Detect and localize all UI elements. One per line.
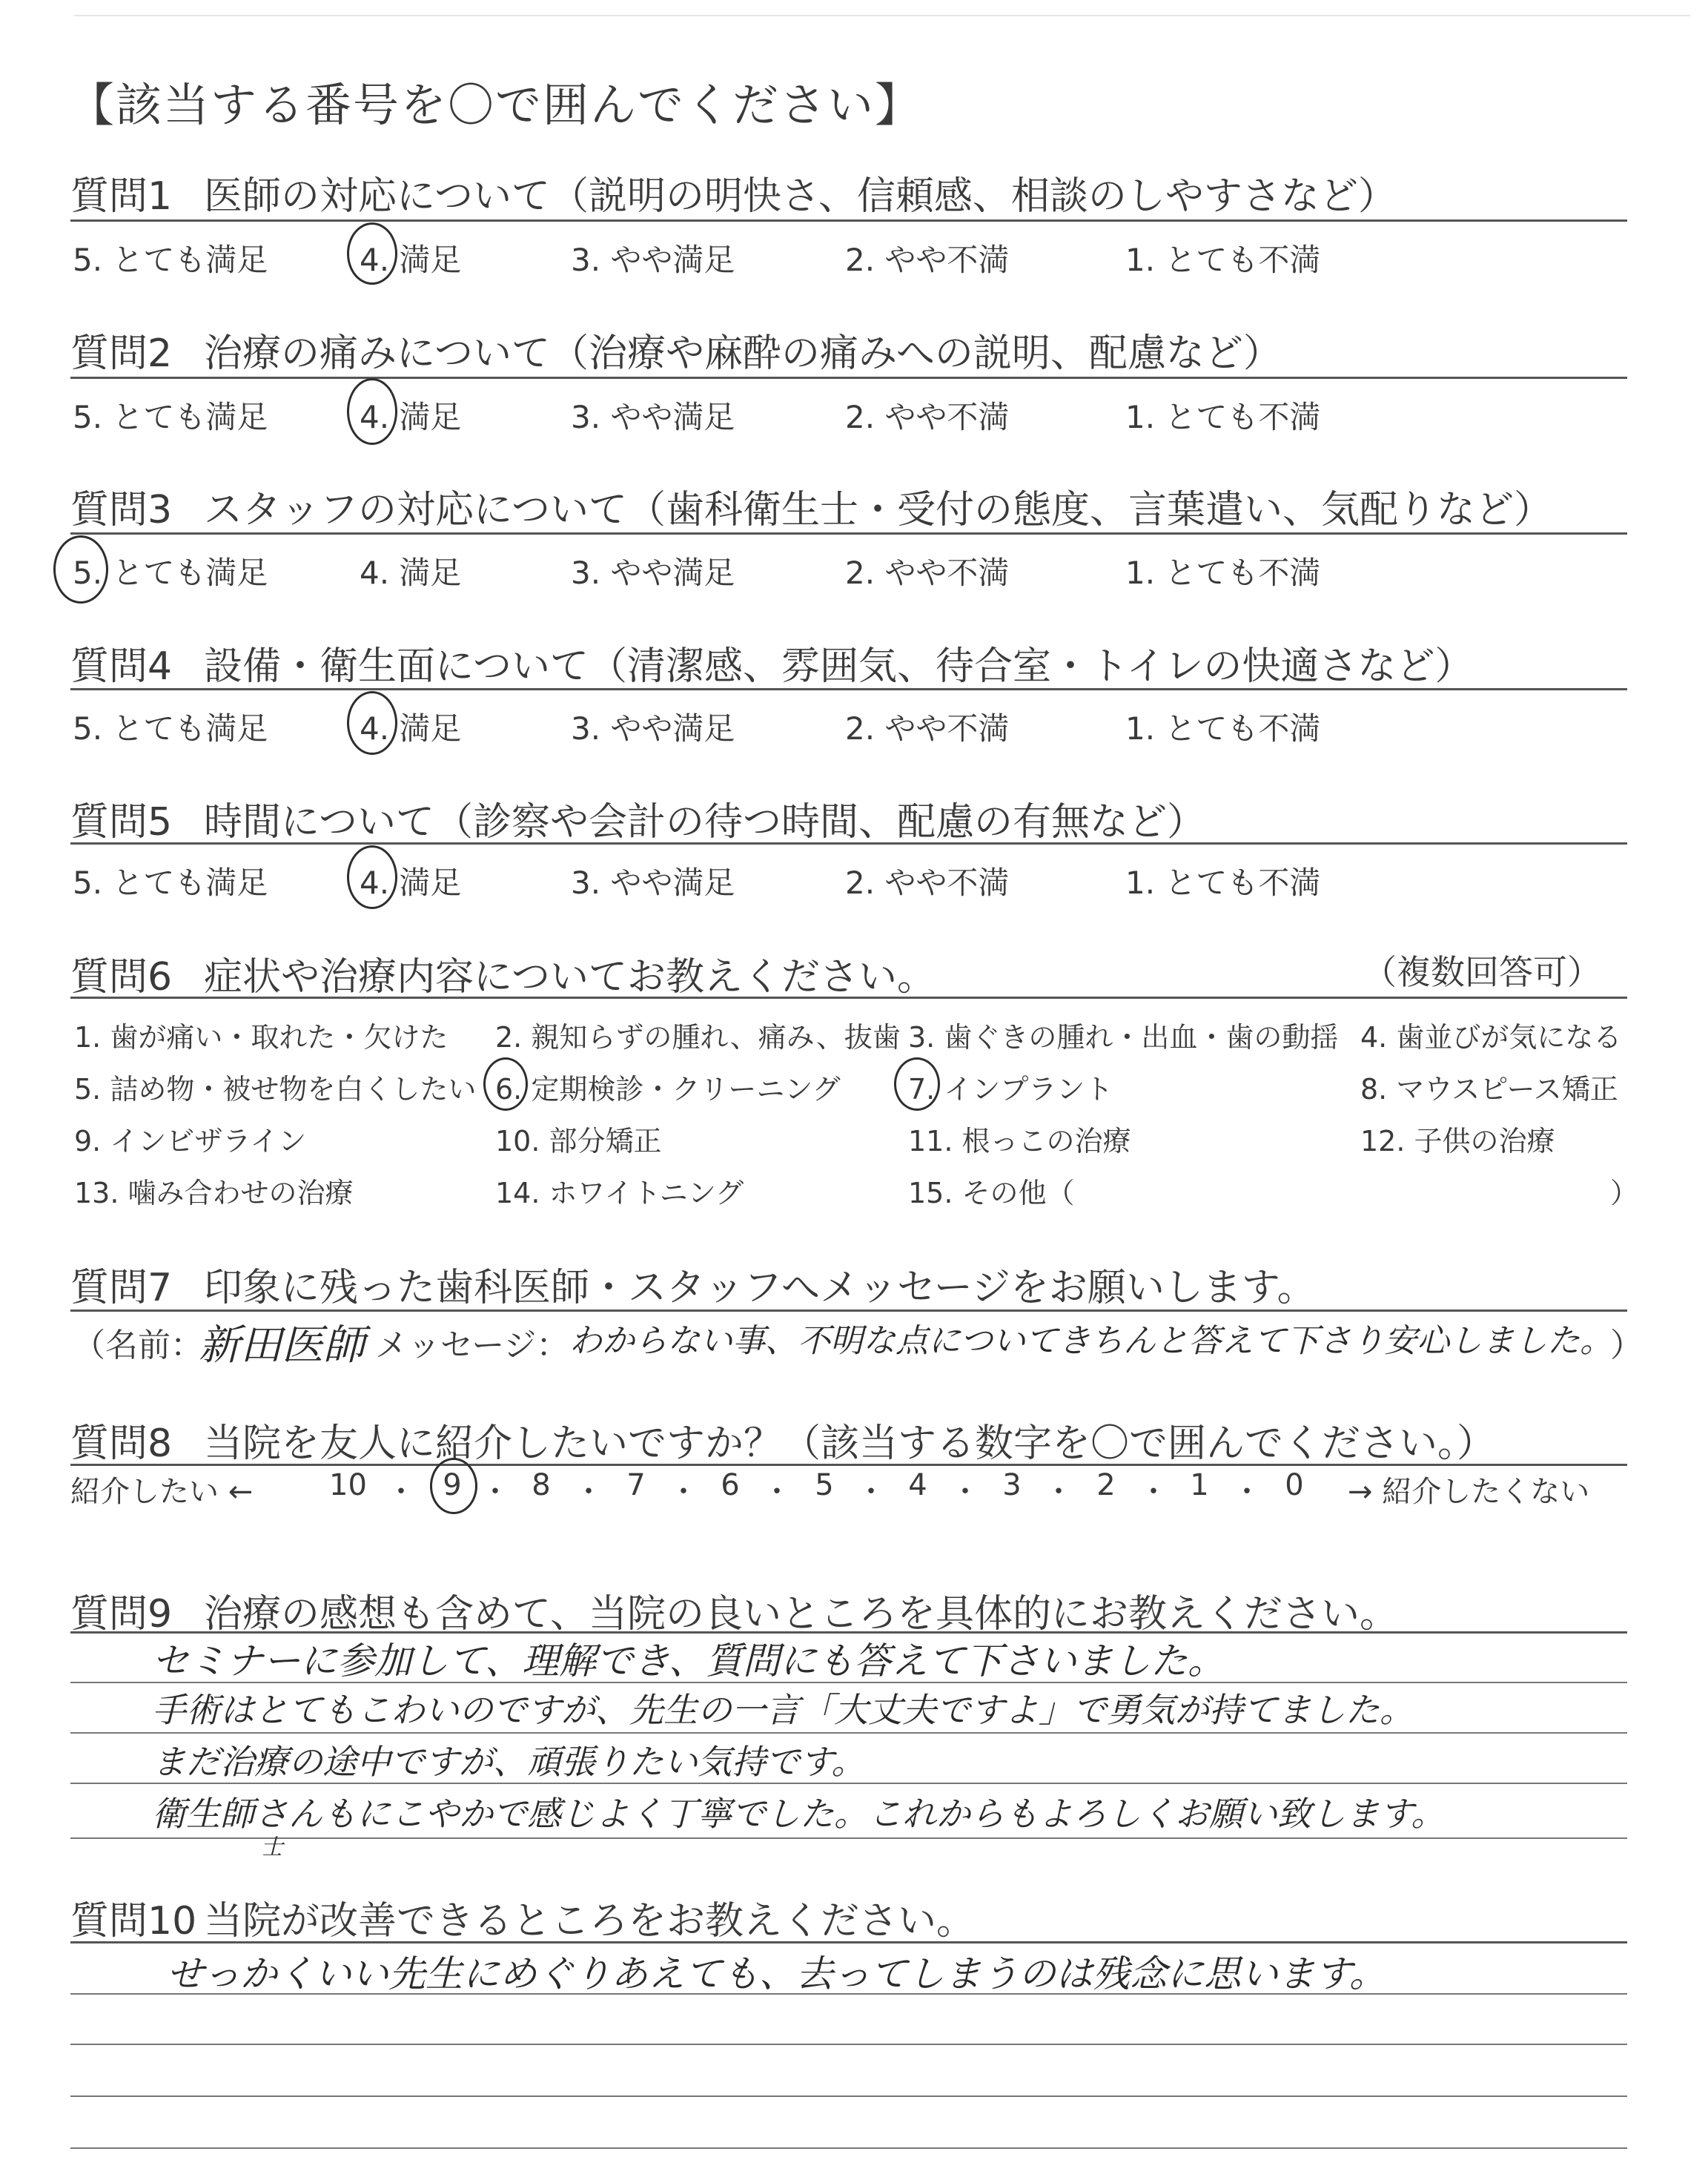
q8-left-label: 紹介したい ← (70, 1475, 254, 1509)
question-5-text: 時間について（診察や会計の待つ時間、配慮の有無など） (204, 800, 1205, 845)
q6-selection-circle-6 (483, 1057, 528, 1111)
q2-option-3[interactable]: 3. やや満足 (571, 399, 735, 435)
question-1-number: 質問1 (70, 174, 173, 219)
q6-item-9[interactable]: 9. インビザライン (74, 1125, 307, 1157)
question-10-header (70, 1889, 975, 1945)
question-6-rule (70, 997, 1627, 999)
q6-item-12[interactable]: 12. 子供の治療 (1360, 1125, 1555, 1157)
question-4-number: 質問4 (70, 644, 173, 689)
question-10-text: 当院が改善できるところをお教えください。 (204, 1899, 976, 1943)
q8-dot: ・ (574, 1475, 603, 1509)
question-9-text: 治療の感想も含めて、当院の良いところを具体的にお教えください。 (204, 1592, 1398, 1636)
q10-answer-line (70, 2147, 1627, 2149)
q8-dot: ・ (762, 1475, 792, 1509)
question-5-number: 質問5 (70, 800, 173, 845)
question-1-header (70, 165, 1397, 220)
q10-answer-1[interactable]: せっかくいい先生にめぐりあえても、去ってしまうのは残念に思います。 (167, 1952, 1386, 1995)
q9-insertion-mark: 士 (261, 1834, 283, 1860)
q2-selection-circle (347, 378, 397, 445)
question-9-number: 質問9 (70, 1592, 173, 1636)
q6-item-6[interactable]: 6. 定期検診・クリーニング (495, 1073, 841, 1106)
q9-answer-3[interactable]: まだ治療の途中ですが、頑張りたい気持です。 (152, 1742, 866, 1782)
q8-value-0[interactable]: 0 (1285, 1468, 1304, 1502)
q8-dot: ・ (669, 1475, 698, 1509)
question-4-text: 設備・衛生面について（清潔感、雰囲気、待合室・トイレの快適さなど） (204, 644, 1474, 689)
q6-item-11[interactable]: 11. 根っこの治療 (908, 1125, 1131, 1157)
q7-name-value[interactable]: 新田医師 (199, 1321, 365, 1370)
q6-item-1[interactable]: 1. 歯が痛い・取れた・欠けた (74, 1021, 448, 1054)
question-6-note: （複数回答可） (1363, 952, 1601, 992)
q5-option-5[interactable]: 5. とても満足 (73, 865, 268, 901)
q8-value-5[interactable]: 5 (815, 1468, 834, 1502)
q5-selection-circle (347, 845, 397, 909)
q6-item-7[interactable]: 7. インプラント (908, 1073, 1113, 1106)
q7-message-value[interactable]: わからない事、不明な点についてきちんと答えて下さり安心しました。 (569, 1322, 1613, 1360)
q8-selection-circle (430, 1458, 477, 1514)
q6-item-5[interactable]: 5. 詰め物・被せ物を白くしたい (74, 1073, 477, 1106)
q8-value-6[interactable]: 6 (721, 1468, 740, 1502)
question-7-rule (70, 1309, 1627, 1312)
q6-item-13[interactable]: 13. 噛み合わせの治療 (74, 1177, 354, 1209)
question-4-rule (70, 688, 1627, 690)
q8-dot: ・ (1139, 1475, 1168, 1509)
q3-option-4[interactable]: 4. 満足 (360, 555, 462, 591)
question-2-header (70, 322, 1282, 377)
q2-option-4[interactable]: 4. 満足 (360, 399, 462, 435)
q8-value-1[interactable]: 1 (1190, 1468, 1209, 1502)
q9-answer-line (70, 1837, 1627, 1839)
question-8-rule (70, 1464, 1627, 1466)
question-2-number: 質問2 (70, 331, 173, 376)
q1-option-4[interactable]: 4. 満足 (360, 242, 462, 278)
q3-option-1[interactable]: 1. とても不満 (1125, 555, 1321, 591)
q10-answer-line (70, 2044, 1627, 2045)
q5-option-1[interactable]: 1. とても不満 (1125, 865, 1321, 901)
q1-option-3[interactable]: 3. やや満足 (571, 242, 735, 278)
q6-item-10[interactable]: 10. 部分矯正 (495, 1125, 662, 1157)
q3-option-3[interactable]: 3. やや満足 (571, 555, 735, 591)
question-7-header (70, 1256, 1316, 1312)
question-10-number: 質問10 (70, 1899, 197, 1943)
q8-value-7[interactable]: 7 (626, 1468, 646, 1502)
page-title: 【該当する番号を〇で囲んでください】 (68, 78, 923, 132)
q8-value-2[interactable]: 2 (1096, 1468, 1116, 1502)
q8-value-4[interactable]: 4 (908, 1468, 927, 1502)
q10-answer-line (70, 2095, 1627, 2097)
q6-item-15-close: ） (1610, 1177, 1639, 1209)
q6-item-15[interactable]: 15. その他（ (908, 1177, 1075, 1209)
question-2-text: 治療の痛みについて（治療や麻酔の痛みへの説明、配慮など） (204, 331, 1282, 376)
question-3-rule (70, 532, 1627, 535)
question-4-header (70, 635, 1473, 690)
q8-value-10[interactable]: 10 (329, 1468, 367, 1502)
q1-option-5[interactable]: 5. とても満足 (73, 242, 268, 278)
q8-dot: ・ (1044, 1475, 1073, 1509)
q8-dot: ・ (950, 1475, 980, 1509)
question-2-rule (70, 377, 1627, 379)
q9-answer-1[interactable]: セミナーに参加して、理解でき、質問にも答えて下さいました。 (152, 1639, 1225, 1682)
q8-value-8[interactable]: 8 (532, 1468, 551, 1502)
q5-option-3[interactable]: 3. やや満足 (571, 865, 735, 901)
q6-item-2[interactable]: 2. 親知らずの腫れ、痛み、抜歯 (495, 1021, 901, 1054)
q3-selection-circle (53, 535, 108, 604)
q5-option-2[interactable]: 2. やや不満 (845, 865, 1010, 901)
q8-value-9[interactable]: 9 (443, 1468, 462, 1502)
q4-option-3[interactable]: 3. やや満足 (571, 710, 735, 747)
q6-selection-circle-7 (894, 1057, 940, 1111)
q3-option-2[interactable]: 2. やや不満 (845, 555, 1010, 591)
q6-item-4[interactable]: 4. 歯並びが気になる (1360, 1021, 1622, 1054)
q6-item-3[interactable]: 3. 歯ぐきの腫れ・出血・歯の動揺 (908, 1021, 1339, 1054)
question-5-rule (70, 842, 1627, 845)
q3-option-5[interactable]: 5. とても満足 (73, 555, 268, 591)
question-9-header (70, 1582, 1398, 1638)
question-7-number: 質問7 (70, 1266, 173, 1310)
q8-dot: ・ (480, 1475, 510, 1509)
q2-option-1[interactable]: 1. とても不満 (1125, 399, 1321, 435)
q6-item-14[interactable]: 14. ホワイトニング (495, 1177, 744, 1209)
question-6-number: 質問6 (70, 955, 173, 1000)
q5-option-4[interactable]: 4. 満足 (360, 865, 462, 901)
question-1-text: 医師の対応について（説明の明快さ、信頼感、相談のしやすさなど） (204, 174, 1397, 219)
q4-option-5[interactable]: 5. とても満足 (73, 710, 268, 747)
q9-answer-4[interactable]: 衛生師さんもにこやかで感じよく丁寧でした。これからもよろしくお願い致します。 (152, 1794, 1446, 1834)
question-8-header (70, 1412, 1495, 1467)
q7-name-label: （名前： (73, 1327, 203, 1364)
q4-option-2[interactable]: 2. やや不満 (845, 710, 1010, 747)
q6-item-8[interactable]: 8. マウスピース矯正 (1360, 1073, 1618, 1106)
q4-selection-circle (347, 691, 397, 755)
top-border (74, 15, 1690, 16)
question-6-text: 症状や治療内容についてお教えください。 (204, 955, 936, 1000)
q1-option-2[interactable]: 2. やや不満 (845, 242, 1010, 278)
q7-close: ） (1610, 1327, 1643, 1364)
q1-selection-circle (347, 222, 397, 285)
question-1-rule (70, 219, 1627, 222)
q7-message-label: メッセージ： (375, 1327, 569, 1364)
question-5-header (70, 790, 1205, 846)
q8-right-label: → 紹介したくない (1348, 1475, 1590, 1509)
q9-answer-2[interactable]: 手術はとてもこわいのですが、先生の一言「大丈夫ですよ」で勇気が持てました。 (152, 1690, 1414, 1730)
q2-option-2[interactable]: 2. やや不満 (845, 399, 1010, 435)
q8-dot: ・ (386, 1475, 416, 1509)
q8-dot: ・ (1232, 1475, 1262, 1509)
question-7-text: 印象に残った歯科医師・スタッフへメッセージをお願いします。 (204, 1266, 1316, 1310)
q2-option-5[interactable]: 5. とても満足 (73, 399, 268, 435)
q4-option-1[interactable]: 1. とても不満 (1125, 710, 1321, 747)
q1-option-1[interactable]: 1. とても不満 (1125, 242, 1321, 278)
question-3-number: 質問3 (70, 488, 173, 532)
question-3-header (70, 478, 1552, 534)
q8-dot: ・ (856, 1475, 886, 1509)
q9-answer-line (70, 1732, 1627, 1734)
question-8-number: 質問8 (70, 1421, 173, 1466)
question-3-text: スタッフの対応について（歯科衛生士・受付の態度、言葉遣い、気配りなど） (204, 488, 1552, 532)
question-10-rule (70, 1941, 1627, 1943)
question-6-header (70, 945, 936, 1001)
question-8-text: 当院を友人に紹介したいですか？（該当する数字を〇で囲んでください。） (204, 1421, 1496, 1466)
q8-value-3[interactable]: 3 (1002, 1468, 1022, 1502)
q4-option-4[interactable]: 4. 満足 (360, 710, 462, 747)
